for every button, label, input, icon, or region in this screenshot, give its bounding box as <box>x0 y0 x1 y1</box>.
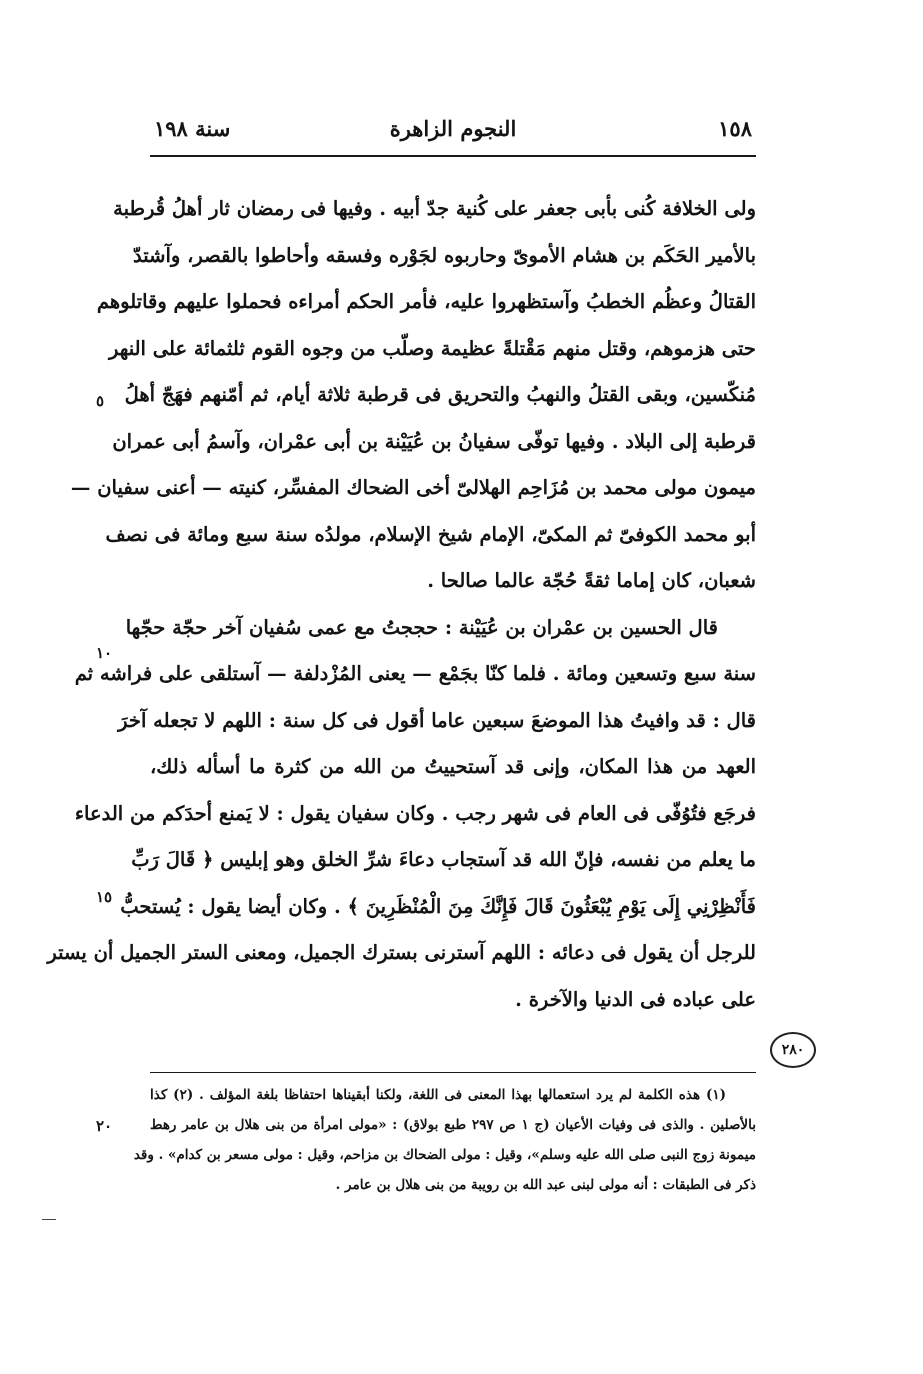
text-line: على عباده فى الدنيا والآخرة . <box>515 987 756 1011</box>
footnote-line: ذكر فى الطبقات : أنه مولى لبنى عبد الله بن رويبة من بنى هلال بن عامر . <box>335 1177 756 1193</box>
text-line: بالأمير الحَكَم بن هشام الأموىّ وحاربوه لجَوْره وفسقه وأحاطوا بالقصر، وآشتدّ <box>133 243 756 267</box>
text-line: ميمون مولى محمد بن مُزَاحِم الهلالىّ أخى الضحاك المفسِّر، كنيته — أعنى سفيان — <box>70 476 756 499</box>
text-line: مُنكّسين، وبقى القتلُ والنهبُ والتحريق فى قرطبة ثلاثة أيام، ثم أمّنهم فهَجّ أهلُ <box>124 383 756 406</box>
footnote-line: (١) هذه الكلمة لم يرد استعمالها بهذا المعنى فى اللغة، ولكنا أبقيناها احتفاظا بلغة المؤلف . (٢) كذا <box>150 1087 726 1103</box>
margin-line-number: ٢٠ <box>96 1117 113 1135</box>
header-rule <box>150 155 756 157</box>
footnote-rule <box>150 1072 756 1073</box>
text-line: العهد من هذا المكان، وإنى قد آستحييتُ من الله من كثرة ما أسأله ذلك، <box>150 755 756 778</box>
text-line: قال : قد وافيتُ هذا الموضعَ سبعين عاما أقول فى كل سنة : اللهم لا تجعله آخرَ <box>118 708 756 732</box>
text-line: للرجل أن يقول فى دعائه : اللهم آسترنى بسترك الجميل، ومعنى الستر الجميل أن يستر <box>47 941 756 964</box>
text-line: ما يعلم من نفسه، فإنّ الله قد آستجاب دعاءَ شرِّ الخلق وهو إبليس ﴿ قَالَ رَبِّ <box>131 848 756 871</box>
footnote-line: ميمونة زوج النبى صلى الله عليه وسلم»، وقيل : مولى الضحاك بن مزاحم، وقيل : مولى مسعر بن كدام» . وقد <box>133 1147 756 1163</box>
text-line: فرجَع فتُوُفّى فى العام فى شهر رجب . وكان سفيان يقول : لا يَمنع أحدَكم من الدعاء <box>74 801 756 825</box>
footnote-line: بالأصلين . والذى فى وفيات الأعيان (ج ١ ص ٢٩٧ طبع بولاق) : «مولى امرأة من بنى هلال بن عامر رهط <box>150 1117 756 1133</box>
text-line: ولى الخلافة كُنى بأبى جعفر على كُنية جدّ أبيه . وفيها فى رمضان ثار أهلُ قُرطبة <box>113 197 756 220</box>
text-line: قال الحسين بن عمْران بن عُيَيْنة : حججتُ مع عمى سُفيان آخر حجّة حجّها <box>125 615 718 639</box>
text-line: فَأَنْظِرْنِي إِلَى يَوْمِ يُبْعَثُونَ قَالَ فَإِنَّكَ مِنَ الْمُنْظَرِينَ ﴾ . وكان أيضا يقول : يُستحبُّ <box>120 894 756 918</box>
text-line: شعبان، كان إماما ثقةً حُجّة عالما صالحا . <box>427 569 756 592</box>
margin-line-number: ٥ <box>96 392 105 410</box>
margin-line-number: ١٥ <box>96 888 113 906</box>
margin-line-number: ١٠ <box>96 644 113 662</box>
year-heading: سنة ١٩٨ <box>154 116 231 141</box>
folio-mark: ٢٨٠ <box>770 1032 816 1068</box>
text-line: سنة سبع وتسعين ومائة . فلما كنّا بجَمْع — يعنى المُزْدلفة — آستلقى على فراشه ثم <box>74 662 756 685</box>
text-line: أبو محمد الكوفىّ ثم المكىّ، الإمام شيخ الإسلام، مولدُه سنة سبع ومائة فى نصف <box>105 522 756 546</box>
page-number: ١٥٨ <box>718 116 752 141</box>
margin-dash <box>42 1219 56 1220</box>
text-line: القتالُ وعظُم الخطبُ وآستظهروا عليه، فأمر الحكم أمراءه فحملوا عليهم وقاتلوهم <box>96 290 756 313</box>
text-line: قرطبة إلى البلاد . وفيها توفّى سفيانُ بن عُيَيْنة بن أبى عمْران، وآسمُ أبى عمران <box>112 429 756 453</box>
text-line: حتى هزموهم، وقتل منهم مَقْتلةً عظيمة وصلّب من وجوه القوم ثلثمائة على النهر <box>108 336 756 360</box>
running-header <box>150 112 756 148</box>
book-title: النجوم الزاهرة <box>389 116 517 141</box>
footnotes <box>133 1080 756 1200</box>
